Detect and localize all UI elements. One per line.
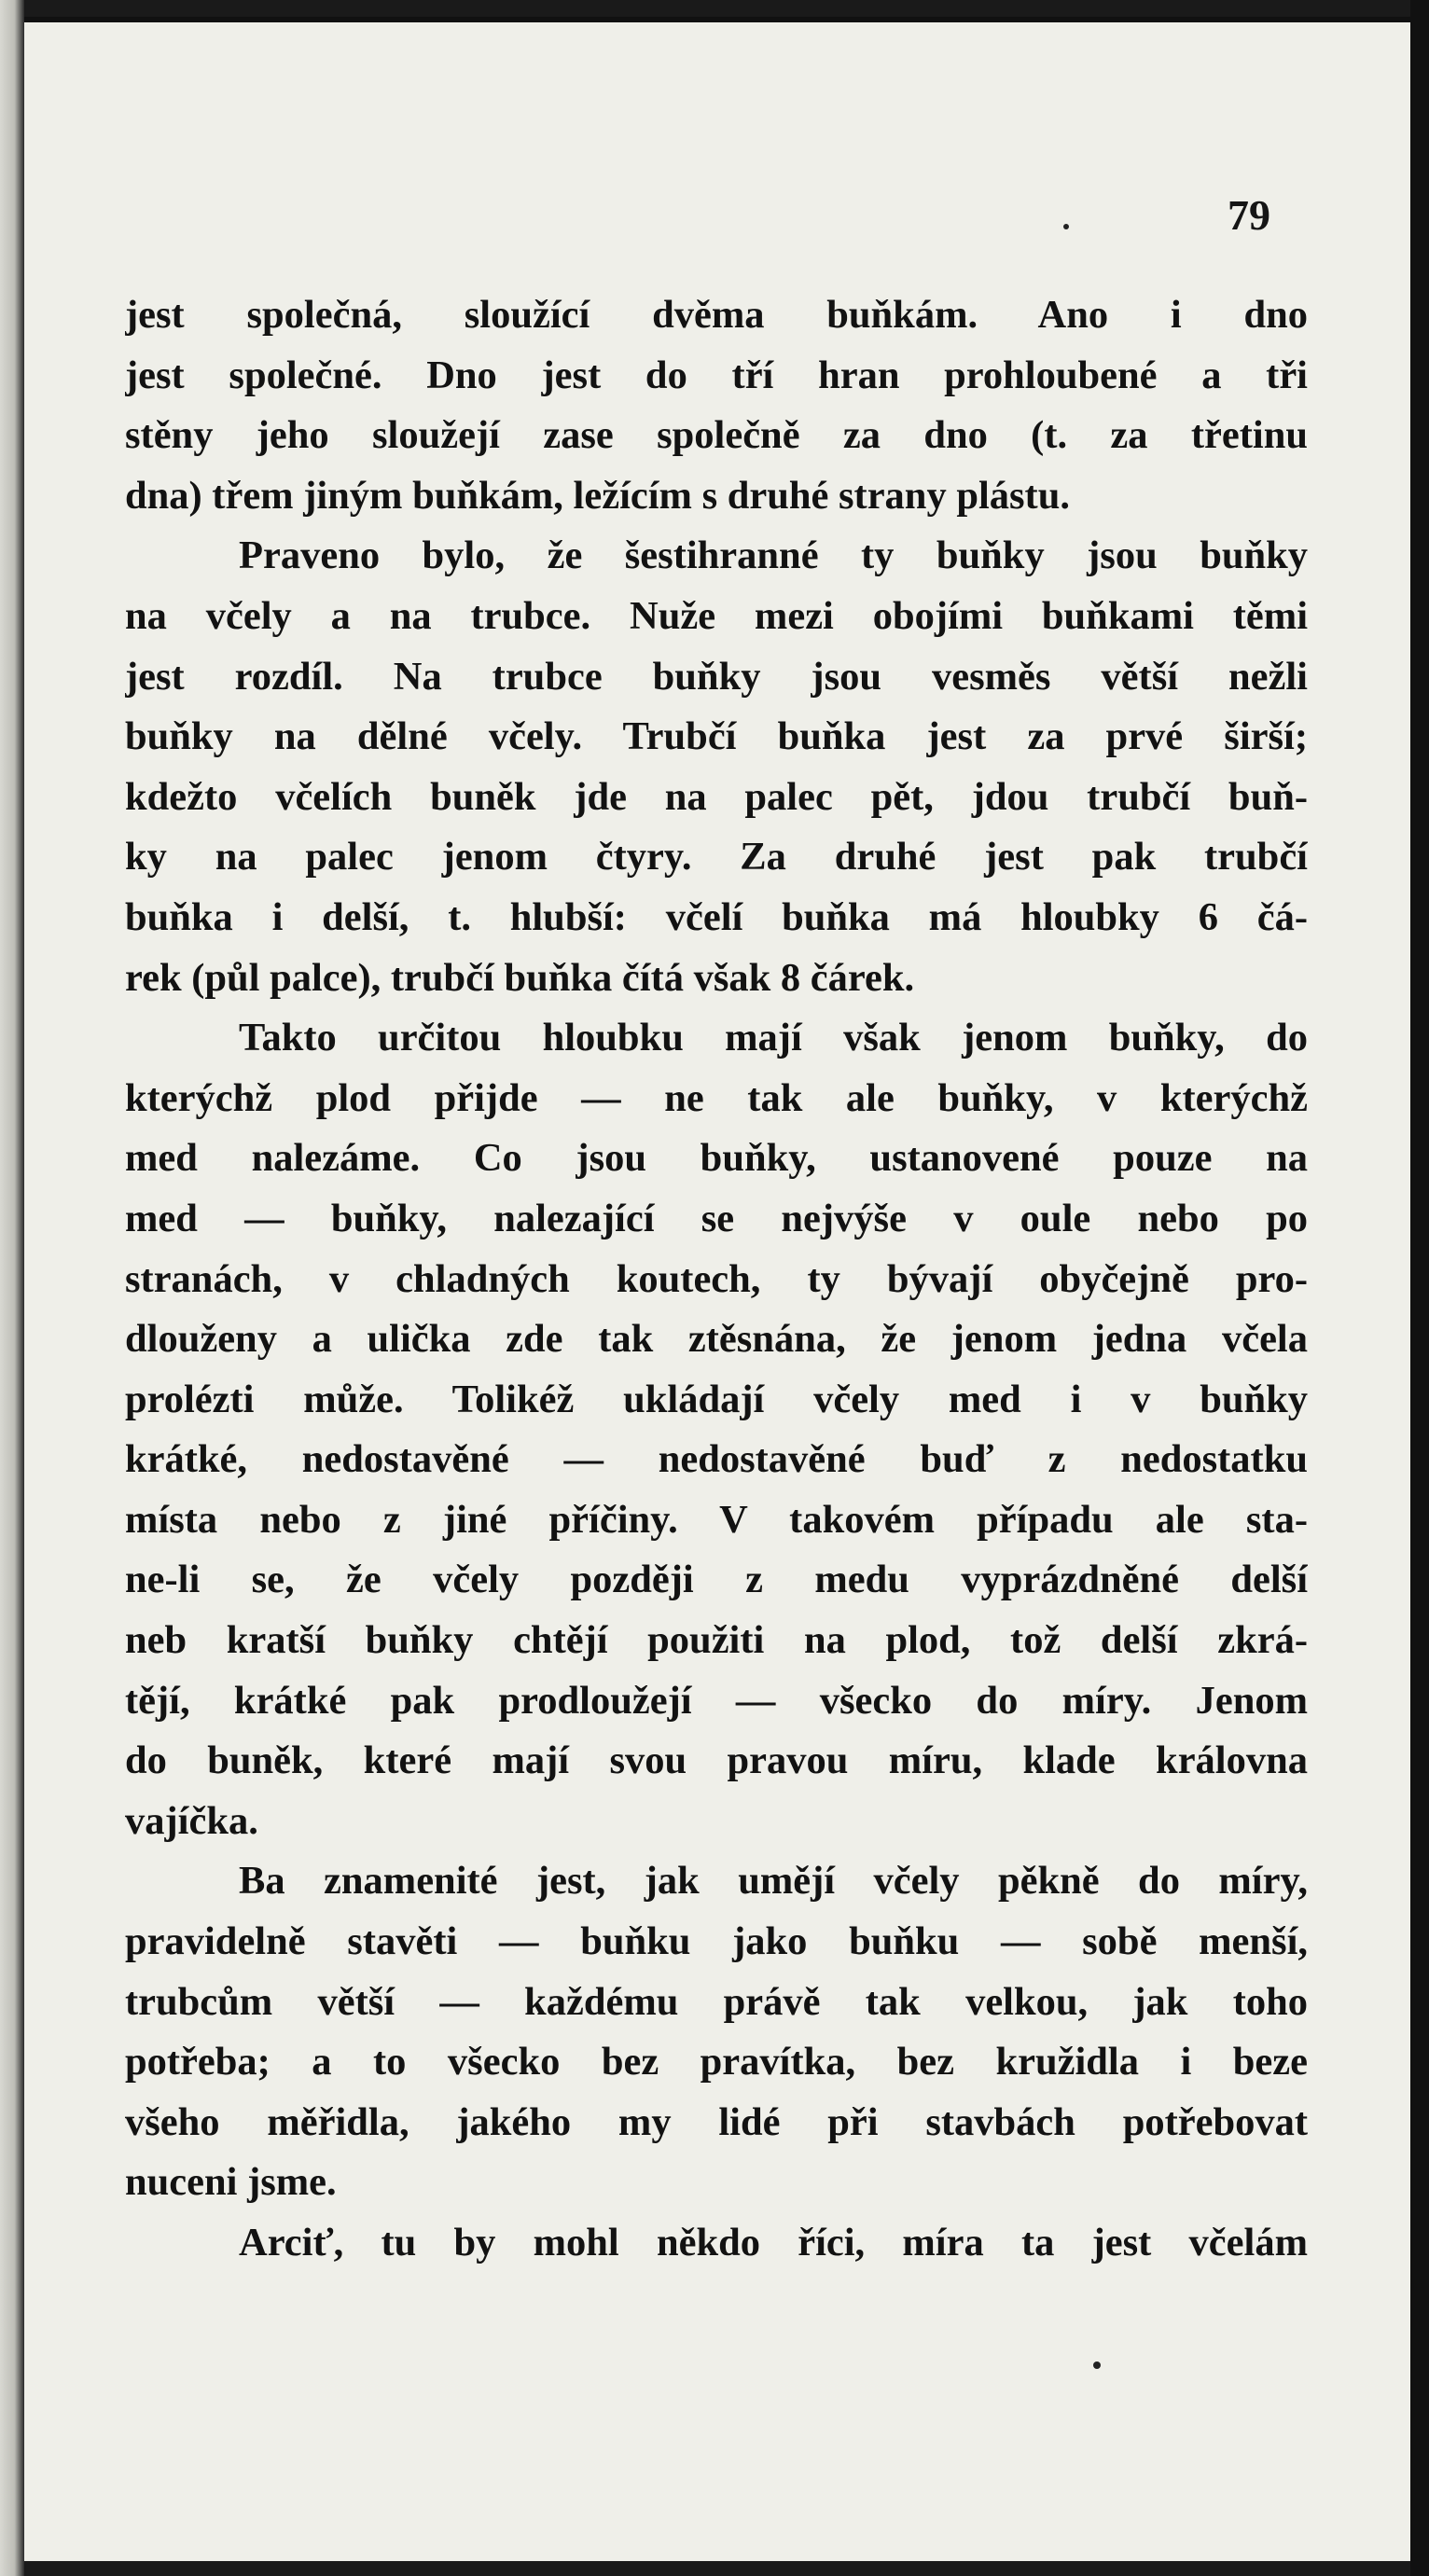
text-line: pravidelně stavěti — buňku jako buňku — sobě menší,	[125, 1919, 1308, 1964]
ink-speck	[1063, 224, 1069, 229]
text-line: Arciť, tu by mohl někdo říci, míra ta jest včelám	[239, 2221, 1308, 2264]
text-line: vajíčka.	[125, 1798, 258, 1843]
text-line: Ba znamenité jest, jak umějí včely pěkně do míry,	[239, 1859, 1308, 1904]
text-line: stěny jeho sloužejí zase společně za dno (t. za třetinu	[125, 413, 1308, 458]
text-line: med nalezáme. Co jsou buňky, ustanovené pouze na	[125, 1136, 1308, 1181]
text-line: Praveno bylo, že šestihranné ty buňky jsou buňky	[239, 533, 1308, 578]
text-line: tějí, krátké pak prodloužejí — všecko do míry. Jenom	[125, 1678, 1308, 1723]
text-line: nuceni jsme.	[125, 2160, 337, 2205]
text-line: prolézti může. Tolikéž ukládají včely med i v buňky	[125, 1377, 1308, 1421]
text-line: kterýchž plod přijde — ne tak ale buňky, v kterýchž	[125, 1075, 1308, 1120]
text-line: trubcům větší — každému právě tak velkou, jak toho	[125, 1979, 1308, 2024]
text-line: stranách, v chladných koutech, ty bývají obyčejně pro-	[125, 1256, 1308, 1301]
text-line: všeho měřidla, jakého my lidé při stavbách potřebovat	[125, 2099, 1308, 2144]
text-line: med — buňky, nalezající se nejvýše v oule nebo po	[125, 1196, 1308, 1240]
text-line: do buněk, které mají svou pravou míru, klade královna	[125, 1738, 1308, 1783]
text-line: ne-li se, že včely později z medu vyprázdněné delší	[125, 1558, 1308, 1602]
text-line: jest rozdíl. Na trubce buňky jsou vesměs větší nežli	[125, 654, 1308, 699]
page-number: 79	[1228, 191, 1270, 239]
page-left-margin	[0, 0, 24, 2576]
text-line: dlouženy a ulička zde tak ztěsnána, že jenom jedna včela	[125, 1317, 1308, 1362]
text-line: Takto určitou hloubku mají však jenom buňky, do	[239, 1016, 1308, 1060]
text-line: buňky na dělné včely. Trubčí buňka jest za prvé širší;	[125, 714, 1308, 759]
text-line: buňka i delší, t. hlubší: včelí buňka má hloubky 6 čá-	[125, 894, 1308, 939]
body-text	[125, 285, 1308, 2274]
text-line: místa nebo z jiné příčiny. V takovém případu ale sta-	[125, 1497, 1308, 1542]
text-line: dna) třem jiným buňkám, ležícím s druhé strany plástu.	[125, 473, 1070, 518]
text-line: krátké, nedostavěné — nedostavěné buď z nedostatku	[125, 1437, 1308, 1482]
text-line: kdežto včelích buněk jde na palec pět, jdou trubčí buň-	[125, 774, 1308, 819]
text-line: na včely a na trubce. Nuže mezi obojími buňkami těmi	[125, 593, 1308, 638]
page-right-margin	[1410, 0, 1429, 2576]
text-line: potřeba; a to všecko bez pravítka, bez kružidla i beze	[125, 2040, 1308, 2084]
text-line: rek (půl palce), trubčí buňka čítá však 8 čárek.	[125, 955, 915, 1000]
text-line: jest společné. Dno jest do tří hran prohloubené a tři	[125, 353, 1308, 397]
text-line: jest společná, sloužící dvěma buňkám. Ano i dno	[125, 293, 1308, 337]
ink-speck	[1093, 2361, 1101, 2369]
text-line: neb kratší buňky chtějí použiti na plod, tož delší zkrá-	[125, 1618, 1308, 1663]
text-line: ky na palec jenom čtyry. Za druhé jest pak trubčí	[125, 835, 1308, 879]
book-page	[24, 17, 1410, 2561]
